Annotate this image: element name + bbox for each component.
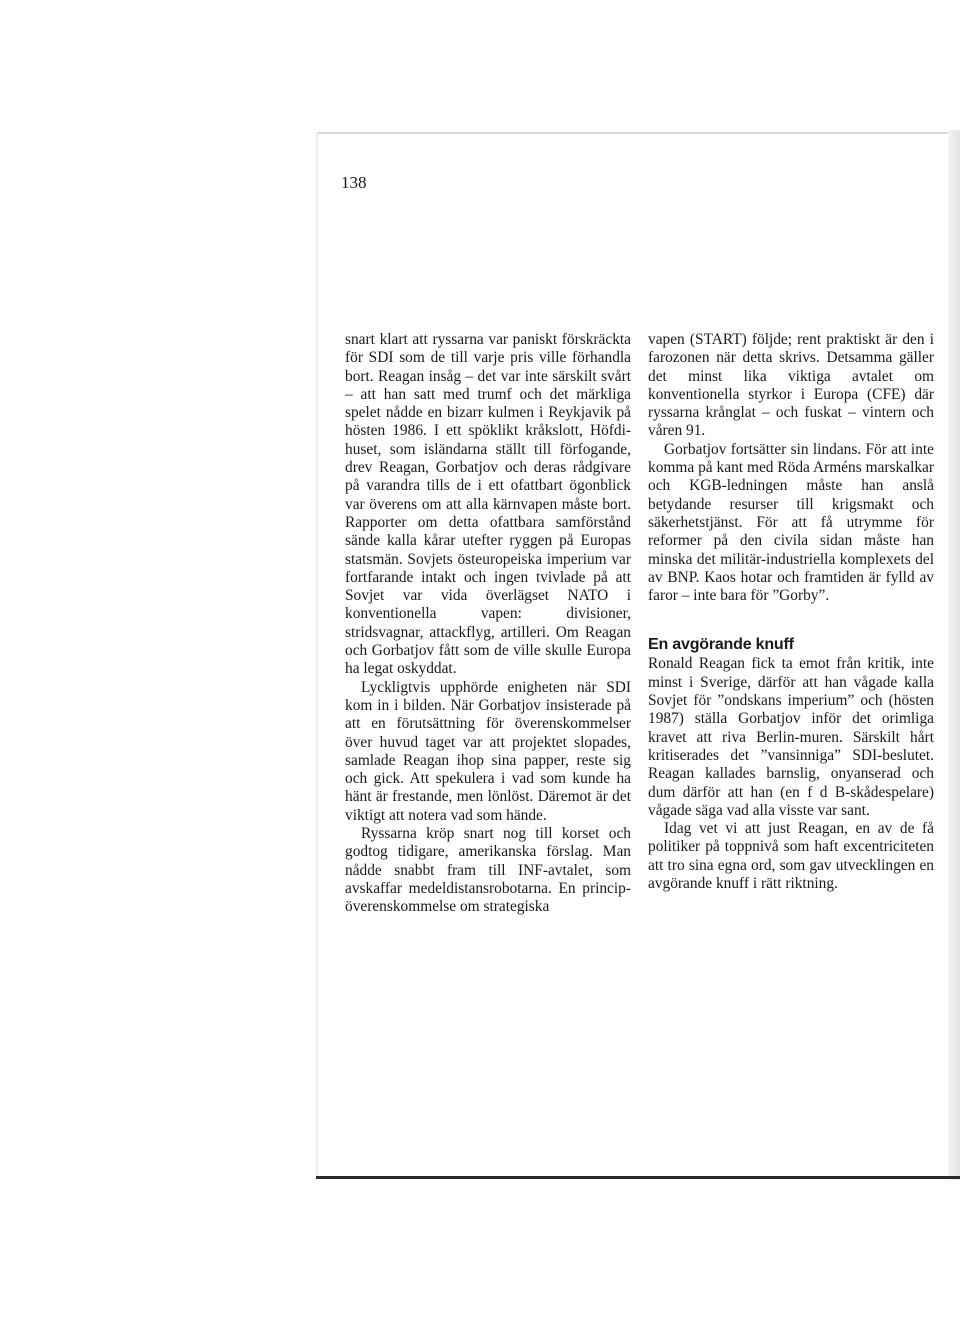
page-number: 138 xyxy=(341,173,367,192)
section-heading: En avgörande knuff xyxy=(648,636,794,654)
scan-page-edge-left xyxy=(316,132,318,1177)
right-paragraph-3: Ronald Reagan fick ta emot från kritik, inte minst i Sverige, därför att han vågade kalla Sovjet för ”ondskans imperium” och (hösten 1987) ställa Gorbatjov inför det orimliga kravet att riva Berlin-muren. Särskilt hårt kritiserades det ”vansinniga” SDI-beslutet. Reagan kallades barnslig, onyanserad och dum därför att han (en f d B-skådespelare) vågade säga vad alla visste var sant. xyxy=(648,655,934,819)
right-paragraph-2: Gorbatjov fortsätter sin lindans. För att inte komma på kant med Röda Arméns marskalkar och KGB-ledningen måste han anslå betydande resurser till krigsmakt och säkerhetstjänst. För att få utrymme för reformer på den civila sidan måste han minska det militär-industriella komplexets del av BNP. Kaos hotar och framtiden är fylld av faror – inte bara för ”Gorby”. xyxy=(648,440,934,605)
scan-page-edge-top xyxy=(318,132,960,134)
left-paragraph-1: snart klart att ryssarna var paniskt förskräckta för SDI som de till varje pris ville förhandla bort. Reagan insåg – det var inte särskilt svårt – att han satt med trumf och det märkliga spelet nådde en bizarr kulmen i Reykjavik på hösten 1986. I ett spöklikt kråkslott, Höfdi-huset, som isländarna ställt till förfogande, drev Reagan, Gorbatjov och deras rådgivare på varandra tills de i ett ofattbart ögonblick var överens om att alla kärnvapen måste bort. Rapporter om detta ofattbara samförstånd sände kalla kårar utefter ryggen på Europas statsmän. Sovjets östeuropeiska imperium var fortfarande intakt och ingen tvivlade på att Sovjet var vida överlägset NATO i konventionella vapen: divisioner, stridsvagnar, attackflyg, artilleri. Om Reagan och Gorbatjov fått som de ville skulle Europa ha legat oskyddat. xyxy=(345,331,631,678)
right-paragraph-4: Idag vet vi att just Reagan, en av de få politiker på toppnivå som haft excentriciteten att tro sina egna ord, som gav utvecklingen en avgörande knuff i rätt riktning. xyxy=(648,820,934,893)
left-paragraph-2: Lyckligtvis upphörde enigheten när SDI kom in i bilden. När Gorbatjov insisterade på att en förutsättning för överenskommelser över huvud taget var att projektet slopades, samlade Reagan ihop sina papper, reste sig och gick. Att spekulera i vad som kunde ha hänt är frestande, men lönlöst. Däremot är det viktigt att notera vad som hände. xyxy=(345,678,631,824)
right-paragraph-1: vapen (START) följde; rent praktiskt är den i farozonen när detta skrivs. Detsamma gäller det minst lika viktiga avtalet om konventionella styrkor i Europa (CFE) där ryssarna krånglat – och fuskat – vintern och våren 91. xyxy=(648,331,934,440)
scan-page-edge-bottom xyxy=(316,1176,960,1179)
right-text-column xyxy=(648,331,934,893)
left-paragraph-3: Ryssarna kröp snart nog till korset och godtog tidigare, amerikanska förslag. Man nådde snabbt fram till INF-avtalet, som avskaffar medeldistansrobotarna. En princip-överenskommelse om strategiska xyxy=(345,825,631,916)
scan-page-edge-right xyxy=(948,130,960,1180)
left-text-column xyxy=(345,331,631,917)
